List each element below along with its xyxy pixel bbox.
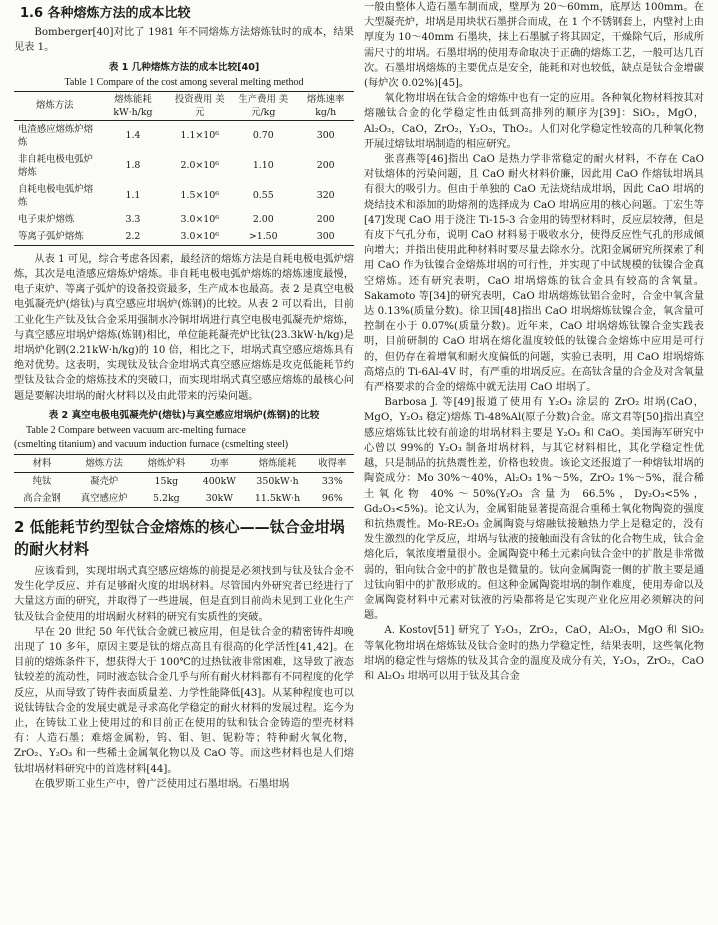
table1 [14, 91, 354, 246]
table1-header: 生产费用 美元/kg [229, 91, 297, 120]
table1-caption-cn: 表 1 几种熔炼方法的成本比较[40] [108, 61, 260, 73]
left-column [14, 0, 354, 792]
table-cell: 300 [316, 130, 335, 142]
table-row [14, 151, 354, 181]
table2-header: 收得率 [311, 455, 354, 473]
table-cell: 纯钛 [32, 476, 52, 488]
body-paragraph: A. Kostov[51] 研究了 Y₂O₃，ZrO₂，CaO，Al₂O₃，MgO 和 SiO₂ 等氧化物坩埚在熔炼钛及钛合金时的热力学稳定性，结果表明，这些氧化物坩埚的稳定性与熔炼的钛及其合金的温度及成分有关，Y₂O₃，ZrO₂，CaO 和 Al₂O₃ 坩埚可以用于钛及其合金 [364, 625, 704, 682]
table1-header: 熔炼方法 [14, 91, 96, 120]
body-paragraph: 氧化物坩埚在钛合金的熔炼中也有一定的应用。各种氧化物材料按其对熔融钛合金的化学稳定性由低到高排列的顺序为[39]：SiO₂，MgO，Al₂O₃，CaO，ZrO₂，Y₂O₃，ThO₂。人们对化学稳定性较高的几种氧化物开展过熔钛坩埚制造的相应研究。 [364, 93, 704, 150]
table-cell: 200 [316, 213, 335, 225]
table-cell: 1.8 [125, 160, 141, 172]
table-cell: 350kW·h [256, 476, 299, 488]
body-paragraph: 早在 20 世纪 50 年代钛合金就已被应用，但是钛合金的精密铸件却晚出现了 10 多年，原因主要是钛的熔点高且有很高的化学活性[41,42]。在目前的熔炼条件下，想获得大于 100℃的过热钛液非常困难，这导致了液态钛较差的流动性，同时液态钛合金几乎与所有耐火材料都有不同程度的化学反应，从而导致了铸件表面质量差、力学性能降低[43]。从某种程度也可以说钛铸钛合金的发展史就是寻求高化学稳定的耐火材料的发展过程。迄今为止，在铸钛工业上使用过的和目前正在使用的钛和钛合金铸造的型壳材料有：人造石墨；难熔金属粉，钨、钼、钽、铌粉等；特种耐火氧化物，ZrO₂、Y₂O₃ 和一些稀土金属氧化物以及 CaO 等。而这些材料也是人们熔钛坩埚材料研究中的首选材料[44]。 [14, 626, 354, 775]
table-cell: 电子束炉熔炼 [18, 213, 75, 225]
table2-header: 熔炼炉料 [138, 455, 194, 473]
table2-caption-cn: 表 2 真空电极电弧凝壳炉(熔钛)与真空感应坩埚炉(炼钢)的比较 [48, 409, 320, 421]
table-cell: 15kg [154, 476, 179, 488]
table2-caption-en-2: (csmelting titanium) and vacuum induction furnace (csmelting steel) [14, 439, 289, 451]
table-cell: 96% [321, 493, 343, 505]
table-cell: 0.55 [252, 190, 274, 202]
table-cell: 30kW [205, 493, 233, 505]
table-cell: 3.0×10⁶ [180, 213, 219, 225]
section-heading-2: 2 低能耗节约型钛合金熔炼的核心——钛合金坩埚的耐火材料 [14, 518, 345, 559]
table-cell: 400kW [202, 476, 236, 488]
table-cell: 2.2 [125, 230, 141, 242]
table-cell: 2.00 [252, 213, 274, 225]
table-row [14, 120, 354, 151]
table-cell: 11.5kW·h [254, 493, 301, 505]
body-paragraph: 应该看到，实现坩埚式真空感应熔炼的前提是必须找到与钛及钛合金不发生化学反应、并有足够耐火度的坩埚材料。尽管国内外研究者已经进行了大量这方面的研究，并取得了一些进展，但是直到目前尚未见到工业化生产钛及钛合金使用的坩埚耐火材料的研究有实质性的突破。 [14, 566, 354, 623]
table-cell: 1.5×10⁶ [180, 190, 219, 202]
table-cell: 33% [321, 476, 343, 488]
table1-header: 熔炼能耗 kW·h/kg [96, 91, 171, 120]
table2-header: 熔炼方法 [70, 455, 139, 473]
table2-header: 功率 [194, 455, 244, 473]
table-cell: 0.70 [252, 130, 274, 142]
table2-header: 熔炼能耗 [244, 455, 310, 473]
table2-caption-en-1: Table 2 Compare between vacuum arc-melting furnace [26, 425, 246, 437]
right-column [364, 0, 704, 684]
section-heading-1-6: 1.6 各种熔炼方法的成本比较 [20, 6, 191, 21]
section-1-6-intro: Bomberger[40]对比了 1981 年不同熔炼方法熔炼钛时的成本，结果见表 1。 [14, 27, 354, 54]
table-cell: 等离子弧炉熔炼 [18, 230, 84, 242]
table-cell: 3.3 [125, 213, 141, 225]
table-cell: 3.0×10⁶ [180, 230, 219, 242]
table2 [14, 454, 354, 508]
body-paragraph: 在俄罗斯工业生产中，曾广泛使用过石墨坩埚。石墨坩埚 [34, 778, 290, 790]
body-paragraph: 一般由整体人造石墨车制而成，壁厚为 20～60mm，底厚达 100mm。在大型凝壳炉，坩埚是用块状石墨拼合而成，在 1 个不锈钢套上，内壁衬上由厚度为 10～40mm 石墨块，抹上石墨腻子将其固定，干燥除气后，形成所需尺寸的坩埚。石墨坩埚的使用寿命取决于正确的熔炼工艺，一般可达几百次。石墨坩埚熔炼的主要优点是安全，能耗和对也较低，缺点是钛合金增碳(每炉次 0.02%)[45]。 [364, 2, 704, 90]
table-cell: 300 [316, 230, 335, 242]
table-row [14, 211, 354, 228]
table-cell: >1.50 [248, 230, 278, 242]
table-cell: 自耗电极电弧炉熔炼 [18, 183, 94, 208]
table1-header: 熔炼速率 kg/h [297, 91, 354, 120]
table-cell: 2.0×10⁶ [180, 160, 219, 172]
table1-caption-en: Table 1 Compare of the cost among several melting method [64, 76, 304, 88]
table-row [14, 490, 354, 508]
table-cell: 320 [316, 190, 335, 202]
body-paragraph: Barbosa J. 等[49]报道了使用有 Y₂O₃ 涂层的 ZrO₂ 坩埚(CaO，MgO，Y₂O₃ 稳定)熔炼 Ti-48%Al(原子分数)合金。席文君等[50]指出真空感应熔炼钛比较有前途的坩埚材料主要是 Y₂O₃ 和 CaO。美国海军研究中心曾以 99%的 Y₂O₃ 制备坩埚材料，与其它材料相比，其化学稳定性优越，只是制品的抗热震性差，价格也较贵。该论文还报道了一种熔钛坩埚的陶瓷成分：Mo 30%～40%，Al₂O₃ 1%～5%，ZrO₂ 1%～5%，混合稀土氧化物 40%～50%(Y₂O₃ 含量为 66.5%，Dy₂O₃<5%，Gd₂O₃<5%)。论文认为，金属钼能显著提高混合重稀土氧化物陶瓷的强度和抗热震性。Mo-RE₂O₃ 金属陶瓷与熔融钛接触热力学上是稳定的，没有发生激烈的化学反应，坩埚与钛液的接触面没有含钛的化合物生成，钛合金熔化后，氧浓度增量很小。金属陶瓷中稀土元素向钛合金中的扩散是非常微弱的，钼向钛合金中的扩散也是微量的。钛向金属陶瓷一侧的扩散主要是通过钛向钼中的扩散形成的。但这种金属陶瓷坩埚的制作难度，使用寿命以及金属陶瓷材料中元素对钛液的污染都将是它实现产业化应用必须解决的问题。 [364, 397, 704, 622]
table1-header: 投资费用 美元 [170, 91, 229, 120]
table-cell: 非自耗电极电弧炉熔炼 [18, 153, 94, 178]
table-cell: 1.1×10⁶ [180, 130, 219, 142]
table-cell: 1.10 [252, 160, 274, 172]
table-cell: 真空感应炉 [80, 493, 128, 505]
table-cell: 高合金钢 [23, 493, 61, 505]
table-cell: 200 [316, 160, 335, 172]
table-row [14, 181, 354, 211]
table-cell: 1.4 [125, 130, 141, 142]
table-row [14, 228, 354, 246]
table-cell: 凝壳炉 [90, 476, 119, 488]
table2-header: 材料 [14, 455, 70, 473]
table-row [14, 473, 354, 491]
body-paragraph: 张喜燕等[46]指出 CaO 是热力学非常稳定的耐火材料，不存在 CaO 对钛熔体的污染问题，且 CaO 耐火材料价廉，因此用 CaO 作熔钛坩埚具有很大的吸引力。但由于单独的 CaO 无法烧结成坩埚，因此 CaO 坩埚的烧结技术和添加的助熔剂的选择成为 CaO 坩埚应用的核心问题。丁宏生等[47]发现 CaO 用于浇注 Ti-15-3 合金用的铸型材料时，反应层较薄，但是有皮下气孔分布，说明 CaO 材料易于吸收水分，使得反应性气孔的形成倾向增大；并指出使用此种材料时要尽量去除水分。沈阳金属研究所探索了利用 CaO 作为钛镍合金熔炼坩埚的可行性，并实现了中试规模的钛镍合金真空熔炼。还有研究表明，CaO 坩埚熔炼的钛合金具有较高的含氧量。Sakamoto 等[34]的研究表明，CaO 坩埚熔炼钛铝合金时，合金中氧含量达 0.13%(质量分数)。徐卫国[48]指出 CaO 坩埚熔炼钛镍合金，氧含量可控制在小于 0.07%(质量分数)。近年来，CaO 坩埚熔炼钛镍合金实践表明，目前研制的 CaO 坩埚在熔化温度较低的钛镍合金熔炼中应用是可行的，但仍存在着增氧和耐火度偏低的问题，实验已表明，用 CaO 坩埚熔炼高熔点的 Ti-6Al-4V 时，有严重的坩埚反应。在高钛含量的合金及对含氧量有严格要求的合金的熔炼中就无法用 CaO 坩埚了。 [364, 154, 704, 394]
table-cell: 5.2kg [153, 493, 180, 505]
table-cell: 1.1 [125, 190, 141, 202]
body-paragraph: 从表 1 可见，综合考虑各因素，最经济的熔炼方法是自耗电极电弧炉熔炼，其次是电渣感应熔炼炉熔炼。非自耗电极电弧炉熔炼的熔炼速度最慢，电子束炉、等离子弧炉的设备投资最多，生产成本也最高。表 2 是真空电极电弧凝壳炉(熔钛)与真空感应坩埚炉(炼钢)的比较。从表 2 可以看出，目前工业化生产钛及钛合金采用强制水冷铜坩埚进行真空电极电弧凝壳炉熔炼，与真空感应坩埚炉熔炼(炼钢)相比，单位能耗凝壳炉比钛(23.3kW·h/kg)是坩埚炉化钢(2.21kW·h/kg)的 10 倍，相比之下，坩埚式真空感应熔炼具有绝对优势。这表明，实现钛及钛合金坩埚式真空感应熔炼是攻克低能耗节约型钛及钛合金的熔炼技术的突破口，而实现坩埚式真空感应熔炼的最核心问题是要解决坩埚的耐火材料以及由此带来的污染问题。 [14, 253, 354, 402]
table-cell: 电渣感应熔炼炉熔炼 [18, 123, 94, 148]
